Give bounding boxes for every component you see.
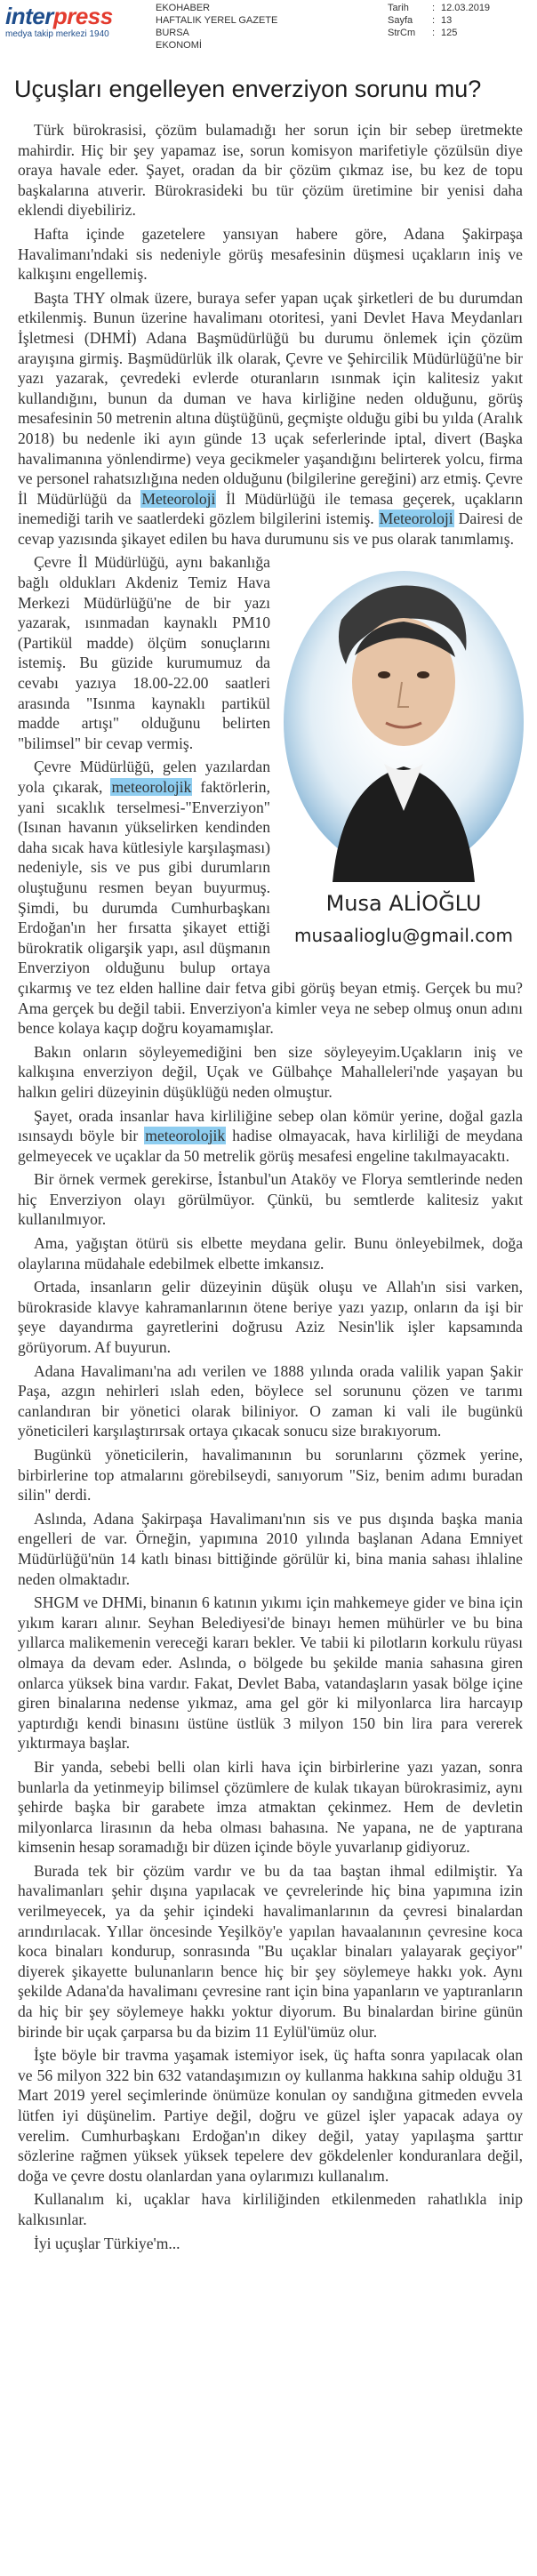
author-name: Musa ALİOĞLU: [325, 891, 482, 917]
article-body: [18, 120, 523, 2257]
article-paragraph: [18, 1277, 523, 1357]
meta-row-date: Tarih : 12.03.2019: [388, 3, 491, 13]
publication-line: BURSA: [156, 28, 189, 38]
highlighted-keyword: meteorolojik: [145, 1127, 226, 1145]
article-paragraph: [18, 120, 523, 221]
author-email: musaalioglu@gmail.com: [294, 925, 513, 947]
paragraph-text: Burada tek bir çözüm vardır ve bu da taa baştan ihmal edilmiştir. Ya havalimanları şehir dışına yapılacak ve çevrelerinde hiç bina yapımına izin verilmeyecek, ya da şehir içindeki havalimanlarının da çevresi binalardan arındırılacak. Yıllar öncesinde Yeşilköy'e yapılan havaalanının çevresine koca koca binaları kondurup, sonrasında "Bu uçaklar binaları yalayarak geçiyor" diyerek şikayette bulunanların bence hiç bir şey söylemeye hakkı yok. Aynı şekilde Adana'da havalimanı çevresine rant için bina yapanların ve yaptıranların da hiç bir şey söylemeye hakkı yoktur diyorum. Bu binalardan birine günün birinde bir uçak çarparsa bu da bizim 11 Eylül'ümüz olur.: [18, 1861, 523, 2041]
publication-line: EKONOMİ: [156, 40, 202, 51]
highlighted-keyword: Meteoroloji: [141, 489, 216, 508]
paragraph-text: Şayet, orada insanlar hava kirliliğine sebep olan kömür yerine, doğal gazla ısınsaydı böyle bir: [18, 1106, 523, 1145]
paragraph-text: Hafta içinde gazetelere yansıyan habere göre, Adana Şakirpaşa Havalimanı'ndaki sis nedeniyle görüş mesafesinin düşmesi uçakların iniş ve kalkışını engellemiş.: [18, 224, 523, 284]
author-photo: [279, 558, 528, 962]
article-paragraph: [18, 1509, 523, 1589]
paragraph-text: Bakın onların söyleyemediğini ben size söyleyeyim.Uçakların iniş ve kalkışına enverziyon değil, Uçak ve Gülbahçe Mahalleleri'nde yaşayan bu halkın geliri düzeyinin düşüklüğü neden olmuştur.: [18, 1042, 523, 1101]
paragraph-text: Dairesi de cevap yazısında şikayet edilen bu hava durumunu sis ve pus olarak tanımlamış.: [18, 510, 523, 548]
publication-info: [156, 2, 277, 52]
article-paragraph: [18, 1861, 523, 2042]
publication-line: EKOHABER: [156, 3, 211, 13]
article-paragraph: [18, 1757, 523, 1858]
paragraph-text: Bir yanda, sebebi belli olan kirli hava için birbirlerine yazı yazan, sonra bunlarla da yetinmeyip bilimsel çözümlere de kulak tıkayan bürokrasimiz, aynı şehirde başka bir garabete imza atmaktan çekinmez. Hem de devletin milyonlarca lirasının da heba olması bahasına. Ne yapana, ne de yaptırana kimsenin hesap soramadığı bir düzen içinde böyle yuvarlanıp gidiyoruz.: [18, 1757, 523, 1857]
highlighted-keyword: meteorolojik: [111, 778, 192, 796]
article-paragraph: [18, 1233, 523, 1273]
paragraph-text: Ama, yağıştan ötürü sis elbette meydana gelir. Bunu önleyebilmek, doğa olaylarına müdahale edebilmek elbette imkansız.: [18, 1234, 523, 1272]
paragraph-text: Çevre İl Müdürlüğü, aynı bakanlığa bağlı oldukları Akdeniz Temiz Hava Merkezi Müdürlüğü'ne de bir yazı yazarak, ısınmadan kaynaklı PM10 (Partikül madde) ölçüm sonuçlarını istemiş. Bu güzide kurumumuz da cevabı yazıya 18.00-22.00 saatleri arasında "Isınma kaynaklı partikül madde artışı" olduğunu belirten "bilimsel" bir cevap vermiş.: [18, 553, 270, 752]
meta-row-page: Sayfa : 13: [388, 15, 453, 26]
paragraph-text: İşte böyle bir travma yaşamak istemiyor isek, üç hafta sonra yapılacak olan ve 56 milyon 322 bin 632 vatandaşımızın oy kullanma hakkına sahip olduğu 31 Mart 2019 yerel seçimlerinde önümüze konulan oy sandığına gitmeden evvela lütfen iyi düşünelim. Partiye değil, doğru ve güzel işler yapacak adaya oy verelim. Cumhurbaşkanı Erdoğan'ın dikey değil, yatay yapılaşma şarttır sözlerine rağmen yüksek yüksek tepelere dev gökdelenler konduranlara değil, doğa ve çevre dostu olanlardan yana oylarımızı kullanalım.: [18, 2046, 523, 2185]
article-paragraph: [18, 2045, 523, 2186]
article-paragraph: [18, 2234, 523, 2254]
paragraph-text: hadise olmayacak, hava kirliliği de meydana gelmeyecek ve uçaklar da 50 metrelik görüş mesafesi engeline takılmayacaktı.: [18, 1127, 523, 1165]
clipping-header: [0, 0, 537, 62]
paragraph-text: İl Müdürlüğü ile temasa geçerek, uçakların inemediği tarih ve saatlerdeki gözlem bilgilerini istemiş.: [18, 489, 523, 528]
article-paragraph: [18, 1169, 523, 1230]
paragraph-text: Kullanalım ki, uçaklar hava kirliliğinden etkilenmeden rahatlıkla inip kalkısınlar.: [18, 2190, 523, 2228]
paragraph-text: Başta THY olmak üzere, buraya sefer yapan uçak şirketleri de bu durumdan etkilenmiş. Bunun üzerine havalimanı otoritesi, yani Devlet Hava Meydanları İşletmesi (DHMİ) Adana Başmüdürlüğü bu durumu önlemek için çözüm arayışına girmiş. Başmüdürlük ilk olarak, Çevre ve Şehircilik Müdürlüğü'ne bir yazı yazarak, çevredeki evlerde oturanların ısınmak için kalitesiz yakıt kullandığını, bunun da duman ve hava kirliğine neden olduğunu, görüş mesafesinin 50 metrenin altına düştüğünü, geçmişte olduğu gibi bu yılda (Aralık 2018) bu nedenle iki ayın günde 13 uçak seferlerinde iptal, divert (Başka havalimanına yönlendirme) veya gecikmeler yaşandığını belirterek yolcu, firma ve personel rahatsızlığına neden olduğunu (bilgilerine gereğini) arz etmiş. Çevre İl Müdürlüğü da: [18, 288, 523, 508]
paragraph-text: faktörlerin, yani sıcaklık terselmesi-"Enverziyon" (Isınan havanın yükselirken kendinden daha sıcak hava kütlesiyle karşılaşması) nedeniyle, sis ve pus gibi durumların oluştuğunu resmen beyan buyurmuş. Şimdi, bu durumda Cumhurbaşkanı Erdoğan'ın her fırsatta şikayet ettiği bürokratik oligarşik yapı, asıl düşmanın Enverziyon olduğunu bulup ortaya çıkarmış ve tez elden halline dair fetva gibi görüş beyan etmiş. Gerçek bu mu? Ama gerçek bu değil tabii. Enverziyon'a kimler veya ne sebep olmuş onun adını bence kolaya kaçıp doğru koyamamışlar.: [18, 778, 523, 1038]
publication-line: HAFTALIK YEREL GAZETE: [156, 15, 278, 26]
paragraph-text: Bugünkü yöneticilerin, havalimanının bu sorunlarını çözmek yerine, birbirlerine top atmalarını görebilseydi, sanıyorum "Siz, benim adımı buradan silin" derdi.: [18, 1446, 523, 1505]
meta-row-strcm: StrCm : 125: [388, 28, 458, 38]
paragraph-text: Aslında, Adana Şakirpaşa Havalimanı'nın sis ve pus dışında başka mania engelleri de var. Örneğin, yapımına 2010 yılında başlanan Adana Emniyet Müdürlüğü'nün 14 katlı binası bittiğinde görülür ki, bina mania sahası ihlaline neden olmaktadır.: [18, 1509, 523, 1588]
paragraph-text: Türk bürokrasisi, çözüm bulamadığı her sorun için bir sebep üretmekte mahirdir. Hiç bir şey yapamaz ise, sorun komisyon marifetiyle çözülsün diye oraya havale eder. Şayet, oradan da bir çözüm çıkmaz ise, bu kez de topu başkalarına atıverir. Bürokrasideki bu tür çözüm üretimine bir yenisi daha eklendi diyebiliriz.: [18, 121, 523, 220]
clipping-meta: [388, 2, 490, 39]
article-title: Uçuşları engelleyen enverziyon sorunu mu?: [14, 76, 482, 102]
article-paragraph: [18, 224, 523, 285]
paragraph-text: İyi uçuşlar Türkiye'm...: [34, 2234, 180, 2252]
article-paragraph: [18, 1042, 523, 1103]
logo-wordmark: interpress: [5, 3, 113, 29]
logo-tagline: medya takip merkezi 1940: [5, 29, 109, 39]
paragraph-text: SHGM ve DHMi, binanın 6 katının yıkımı için mahkemeye gider ve bina için yıkım kararı alınır. Seyhan Belediyesi'de binayı hemen mühürler ve bu bina yıllarca malikemenin vereceği kararı bekler. Ve tabii ki pilotların korkulu rüyası olmaya da devam eder. Aslında, o bölgede bu şekilde mania sahasına giren onlarca yüksek bina vardır. Fakat, Devlet Baba, vatandaşların yasak bölge içine giren binalarına nedense yıkmaz, ama gel gör ki milyonlarca lira harcayıp yaptırdığı kendi binasını üstüne üstlük 3 milyon 150 bin lira para vererek yıktırmaya başlar.: [18, 1593, 523, 1753]
article-paragraph: [18, 1593, 523, 1753]
paragraph-text: Çevre Müdürlüğü, gelen yazılardan yola çıkarak,: [18, 758, 270, 796]
paragraph-text: Ortada, insanların gelir düzeyinin düşük oluşu ve Allah'ın sisi varken, bürokraside klavye kahramanlarının ötene beriye yazı yazıp, onların da işi bir şeye dayandırma gayretlerini doğrusu Aziz Nesin'lik işler kapsamında görüyorum. Af buyurun.: [18, 1278, 523, 1357]
paragraph-text: Bir örnek vermek gerekirse, İstanbul'un Ataköy ve Florya semtlerinde neden hiç Enverziyon olayı görülmüyor. Çünkü, bu semtlerde kalitesiz yakıt kullanılmıyor.: [18, 1170, 523, 1229]
article-paragraph: [18, 2189, 523, 2229]
paragraph-text: Adana Havalimanı'na adı verilen ve 1888 yılında orada valilik yapan Şakir Paşa, azgın nehirleri ıslah eden, böylece sel sorununu çözen ve tarımı canlandıran bir yönetici olarak biliniyor. O zaman ki vali ile bugünkü yöneticileri karşılaştırırsak ortaya çıkacak sonucu size bırakıyorum.: [18, 1361, 523, 1440]
article-paragraph: [18, 288, 523, 550]
article-paragraph: [18, 1361, 523, 1441]
article-paragraph: [18, 1106, 523, 1167]
interpress-logo: [5, 4, 139, 39]
highlighted-keyword: Meteoroloji: [379, 510, 453, 528]
article-paragraph: [18, 1445, 523, 1505]
